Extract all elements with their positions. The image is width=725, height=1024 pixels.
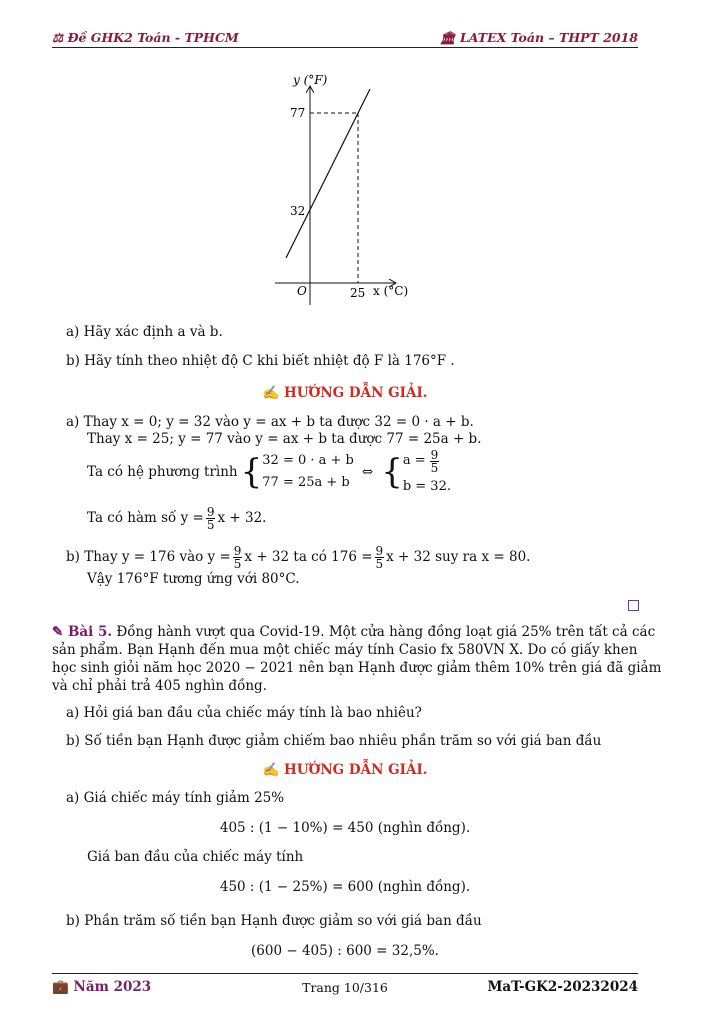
- temperature-graph: [260, 65, 430, 310]
- problem5-line3: học sinh giỏi năm học 2020 − 2021 nên bạn Hạnh được giảm thêm 10% trên giá đã giảm: [52, 660, 662, 676]
- header-left: ⚖ Đề GHK2 Toán - TPHCM: [52, 30, 239, 45]
- question-b: b) Hãy tính theo nhiệt độ C khi biết nhiệt độ F là 176°F .: [66, 353, 455, 369]
- y-tick-77: 77: [290, 106, 306, 120]
- briefcase-icon: 💼: [52, 979, 74, 995]
- problem5-line2: sản phẩm. Bạn Hạnh đến mua một chiếc máy tính Casio fx 580VN X. Do có giấy khen: [52, 642, 638, 658]
- sol4-function: [87, 503, 266, 533]
- footer-left: 💼 Năm 2023: [52, 979, 152, 995]
- solution-heading-1: ✍ HƯỚNG DẪN GIẢI.: [262, 385, 428, 401]
- x-tick-25: 25: [350, 286, 366, 300]
- problem5-line4: và chỉ phải trả 405 nghìn đồng.: [52, 678, 267, 694]
- sol4-a-line1: a) Thay x = 0; y = 32 vào y = ax + b ta được 32 = 0 · a + b.: [66, 414, 474, 430]
- sol5-b-eq: (600 − 405) : 600 = 32,5%.: [251, 943, 439, 959]
- header-rule: [52, 47, 638, 48]
- sol5-a-eq2: 450 : (1 − 25%) = 600 (nghìn đồng).: [219, 879, 471, 895]
- y-axis-label: y (°F): [293, 73, 328, 87]
- header-right: 🏛 LATEX Toán – THPT 2018: [439, 30, 638, 45]
- func-suffix: x + 32.: [217, 510, 267, 526]
- sol5-a-mid: Giá ban đầu của chiếc máy tính: [87, 849, 304, 865]
- sol5-a-intro: a) Giá chiếc máy tính giảm 25%: [66, 790, 285, 806]
- system-eq2: 77 = 25a + b: [262, 475, 350, 490]
- system-eq1: 32 = 0 · a + b: [262, 453, 354, 468]
- sol5-b-intro: b) Phần trăm số tiền bạn Hạnh được giảm so với giá ban đầu: [66, 913, 482, 929]
- solution-heading-2: ✍ HƯỚNG DẪN GIẢI.: [262, 762, 428, 778]
- qed-square: [628, 600, 639, 611]
- sol4-system: [87, 446, 451, 498]
- x-axis-label: x (°C): [373, 284, 409, 298]
- question-a: a) Hãy xác định a và b.: [66, 324, 223, 340]
- sol5-a-eq1: 405 : (1 − 10%) = 450 (nghìn đồng).: [219, 820, 471, 836]
- problem5-line1: ✎ Bài 5. Đồng hành vượt qua Covid-19. Một cửa hàng đồng loạt giá 25% trên tất cả các: [52, 624, 656, 640]
- y-tick-32: 32: [290, 204, 306, 218]
- fraction-9-5: $\frac{9}{5}$: [206, 504, 215, 532]
- sol-a-prefix: a =: [402, 453, 426, 468]
- left-brace-2: {: [381, 452, 403, 492]
- problem5-qb: b) Số tiền bạn Hạnh được giảm chiếm bao nhiêu phần trăm so với giá ban đầu: [66, 733, 602, 749]
- edit-icon: ✎: [52, 624, 69, 640]
- scales-icon: ⚖: [52, 30, 68, 45]
- building-icon: 🏛: [439, 30, 460, 45]
- system-equations: [262, 450, 354, 494]
- page-number: Trang 10/316: [302, 980, 388, 995]
- left-brace-1: {: [240, 452, 263, 492]
- sol4-b-line1: b) Thay y = 176 vào y = $\frac{9}{5}$ x + 32 ta có 176 = $\frac{9}{5}$ x + 32 suy ra x = 80.: [66, 543, 531, 571]
- fraction-9-5: $\frac{9}{5}$: [430, 447, 439, 475]
- sol4-a-line2: Thay x = 25; y = 77 vào y = ax + b ta được 77 = 25a + b.: [87, 431, 482, 447]
- problem5-qa: a) Hỏi giá ban đầu của chiếc máy tính là bao nhiêu?: [66, 705, 422, 721]
- pencil-hand-icon: ✍: [262, 762, 285, 778]
- fraction-9-5: $\frac{9}{5}$: [375, 543, 384, 571]
- footer-rule: [52, 973, 638, 974]
- system-prefix: Ta có hệ phương trình: [87, 464, 238, 480]
- pencil-hand-icon: ✍: [262, 385, 285, 401]
- sol4-b-line2: Vậy 176°F tương ứng với 80°C.: [87, 571, 300, 587]
- fraction-9-5: $\frac{9}{5}$: [233, 543, 242, 571]
- iff-symbol: ⇔: [361, 464, 374, 480]
- problem5-label: Bài 5.: [68, 624, 113, 640]
- sol-b: b = 32.: [402, 478, 451, 494]
- origin-label: O: [297, 284, 307, 298]
- system-solution: [403, 449, 451, 496]
- footer-right: MaT-GK2-20232024: [487, 979, 638, 995]
- func-prefix: Ta có hàm số y =: [87, 510, 204, 526]
